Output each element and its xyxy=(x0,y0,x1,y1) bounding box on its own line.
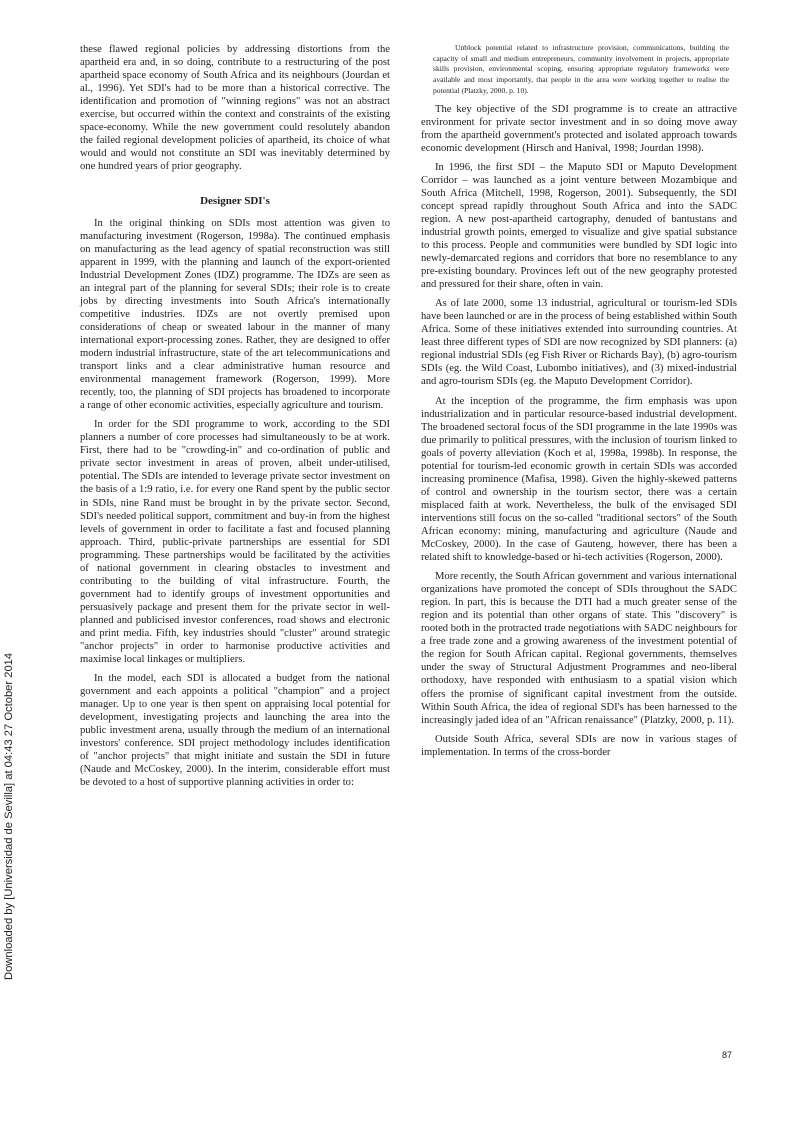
left-paragraph-3: In order for the SDI programme to work, according to the SDI planners a number of core processes had simultaneously to be at work. First, there had to be "crowding-in" and co-ordination of public and private sector investment in areas of proven, albeit under-utilised, potential. The SDIs are intended to leverage private sector investment on the basis of a 1:9 ratio, i.e. for every one Rand spent by the public sector in SDIs, nine Rand must be brought in by the private sector. Second, SDI's needed political support, commitment and buy-in from the highest levels of government in order to facilitate a fast and focused planning approach. Third, public-private partnerships are essential for SDI programming. These partnerships would be facilitated by the activities of national government in clearing obstacles to investment and contributing to the building of vital infrastructure. Fourth, the government had to identify groups of investment opportunities and persuasively package and present them for the private sector in well-planned and publicised investor conferences, road shows and electronic and print media. Fifth, key industries should "cluster" around strategic "anchor projects" in order to harmonise productive activities and maximise local linkages or multipliers. xyxy=(80,419,390,666)
left-column xyxy=(80,43,390,796)
section-heading: Designer SDI's xyxy=(200,195,270,208)
page-number: 87 xyxy=(722,1050,733,1060)
right-column xyxy=(421,43,737,765)
left-paragraph-2: In the original thinking on SDIs most attention was given to manufacturing investment (Rogerson, 1998a). The continued emphasis on manufacturing as the lead agency of spatial reconstruction was still apparent in 1999, with the planning and launch of the export-oriented Industrial Development Zones (IDZ) programme. The IDZs are seen as an integral part of the planning for several SDIs; their role is to create jobs by directing investments into South Africa's internationally competitive industries. IDZs are not overtly premised upon considerations of cheap or sweated labour in the manner of many international export-processing zones. Rather, they are designed to offer modern industrial infrastructure, state of the art telecommunications and transport links and a clear administrative human resource and environmental management framework (Rogerson, 1999). More recently, too, the planning of SDI projects has broadened to incorporate a range of other economic activities, especially agriculture and tourism. xyxy=(80,217,390,412)
right-paragraph-4: At the inception of the programme, the firm emphasis was upon industrialization and in particular resource-based industrial development. The broadened sectoral focus of the SDI programme in the late 1990s was due primarily to political pressures, with the inclusion of tourism linked to goals of poverty alleviation (Koch et al, 1998a, 1998b). In response, the potential for tourism-led economic growth in certain SDIs was accorded increasing prominence (Mafisa, 1998). Given the highly-skewed patterns of control and ownership in the tourism sector, there was a certain misplaced faith at work. Nevertheless, the bulk of the envisaged SDI interventions still focus on the so-called "traditional sectors" of the South African economy: mining, manufacturing and agriculture (Naude and McCoskey, 2000). In the case of Gauteng, however, there has been a related shift to knowledge-based or hi-tech activities (Rogerson, 2000). xyxy=(421,395,737,564)
download-watermark: Downloaded by [Universidad de Sevilla] at 04:43 27 October 2014 xyxy=(3,652,15,980)
right-paragraph-2: In 1996, the first SDI – the Maputo SDI or Maputo Development Corridor – was launched as a joint venture between Mozambique and South Africa (Mitchell, 1998, Rogerson, 2001). Subsequently, the SDI concept spread rapidly throughout South Africa and into the SADC region. A new post-apartheid cartography, denuded of bantustans and industrial growth points, emerged to visualize and give spatial substance to this process. People and communities were bundled by SDI logic into newly-demarcated regions and corridors that bore no resemblance to any pre-existing boundary. Provinces left out of the new geography protested and pressured for their share, often in vain. xyxy=(421,161,737,291)
block-quote-text: Unblock potential related to infrastructure provision, communications, building the capacity of small and medium entrepreneurs, community involvement in projects, appropriate skills provision, environmental scoping, ensuring appropriate regulatory frameworks were available and most importantly, that people in the area were working together to realise the potential (Platzky, 2000, p. 10). xyxy=(433,43,729,95)
right-paragraph-5: More recently, the South African government and various international organizations have promoted the concept of SDIs throughout the SADC region. In part, this is because the DTI had a much greater sense of the region and its potential than other organs of state. This "discovery" is rooted both in the protracted trade negotiations with SADC neighbours for a free trade zone and a growing awareness of the investment potential of the region for South African capital. Regional governments, themselves under the sway of Structural Adjustment Programmes and neo-liberal orthodoxy, have responded with enthusiasm to a spatial vision which offers the promise of significant capital investment from the outside. Within South Africa, the idea of regional SDI's has been harnessed to the increasingly jaded idea of an "African renaissance" (Platzky, 2000, p. 11). xyxy=(421,571,737,726)
left-paragraph-1: these flawed regional policies by addressing distortions from the apartheid era and, in so doing, contribute to a restructuring of the post apartheid space economy of South Africa and its neighbours (Jourdan et al., 1996). Yet SDI's had to be more than a historical corrective. The identification and promotion of "winning regions" was not an abstract exercise, but occurred within the context and constraints of the existing space-economy. While the new government could resolutely abandon the failed regional development policies of apartheid, its choice of what would and would not constitute an SDI was inevitably determined by one hundred years of prior geography. xyxy=(80,44,390,173)
right-paragraph-1: The key objective of the SDI programme is to create an attractive environment for private sector investment and in so doing move away from the apartheid government's protected and isolated approach towards economic development (Hirsch and Hanival, 1998; Jourdan 1998). xyxy=(421,103,737,154)
right-paragraph-3: As of late 2000, some 13 industrial, agricultural or tourism-led SDIs have been launched or are in the process of being established within South Africa. Some of these initiatives extended into surrounding countries. At least three different types of SDI are now recognized by SDI planners: (a) regional industrial SDIs (eg Fish River or Richards Bay), (b) agro-tourism SDIs (eg. the Wild Coast, Lubombo initiatives), and (3) mixed-industrial and agro-tourism SDIs (eg. the Maputo Development Corridor). xyxy=(421,298,737,388)
right-paragraph-6: Outside South Africa, several SDIs are now in various stages of implementation. In terms of the cross-border xyxy=(421,733,737,758)
left-paragraph-4: In the model, each SDI is allocated a budget from the national government and each appoints a political "champion" and a project manager. Up to one year is then spent on appraising local potential for development, investigating projects and launching the area into the public investment arena, usually through the medium of an international investors' conference. SDI project methodology includes identification of "anchor projects" that might initiate and sustain the SDI in future (Naude and McCoskey, 2000). In the interim, considerable effort must be devoted to a host of supportive planning activities in order to: xyxy=(80,673,390,789)
block-quote xyxy=(421,43,737,97)
